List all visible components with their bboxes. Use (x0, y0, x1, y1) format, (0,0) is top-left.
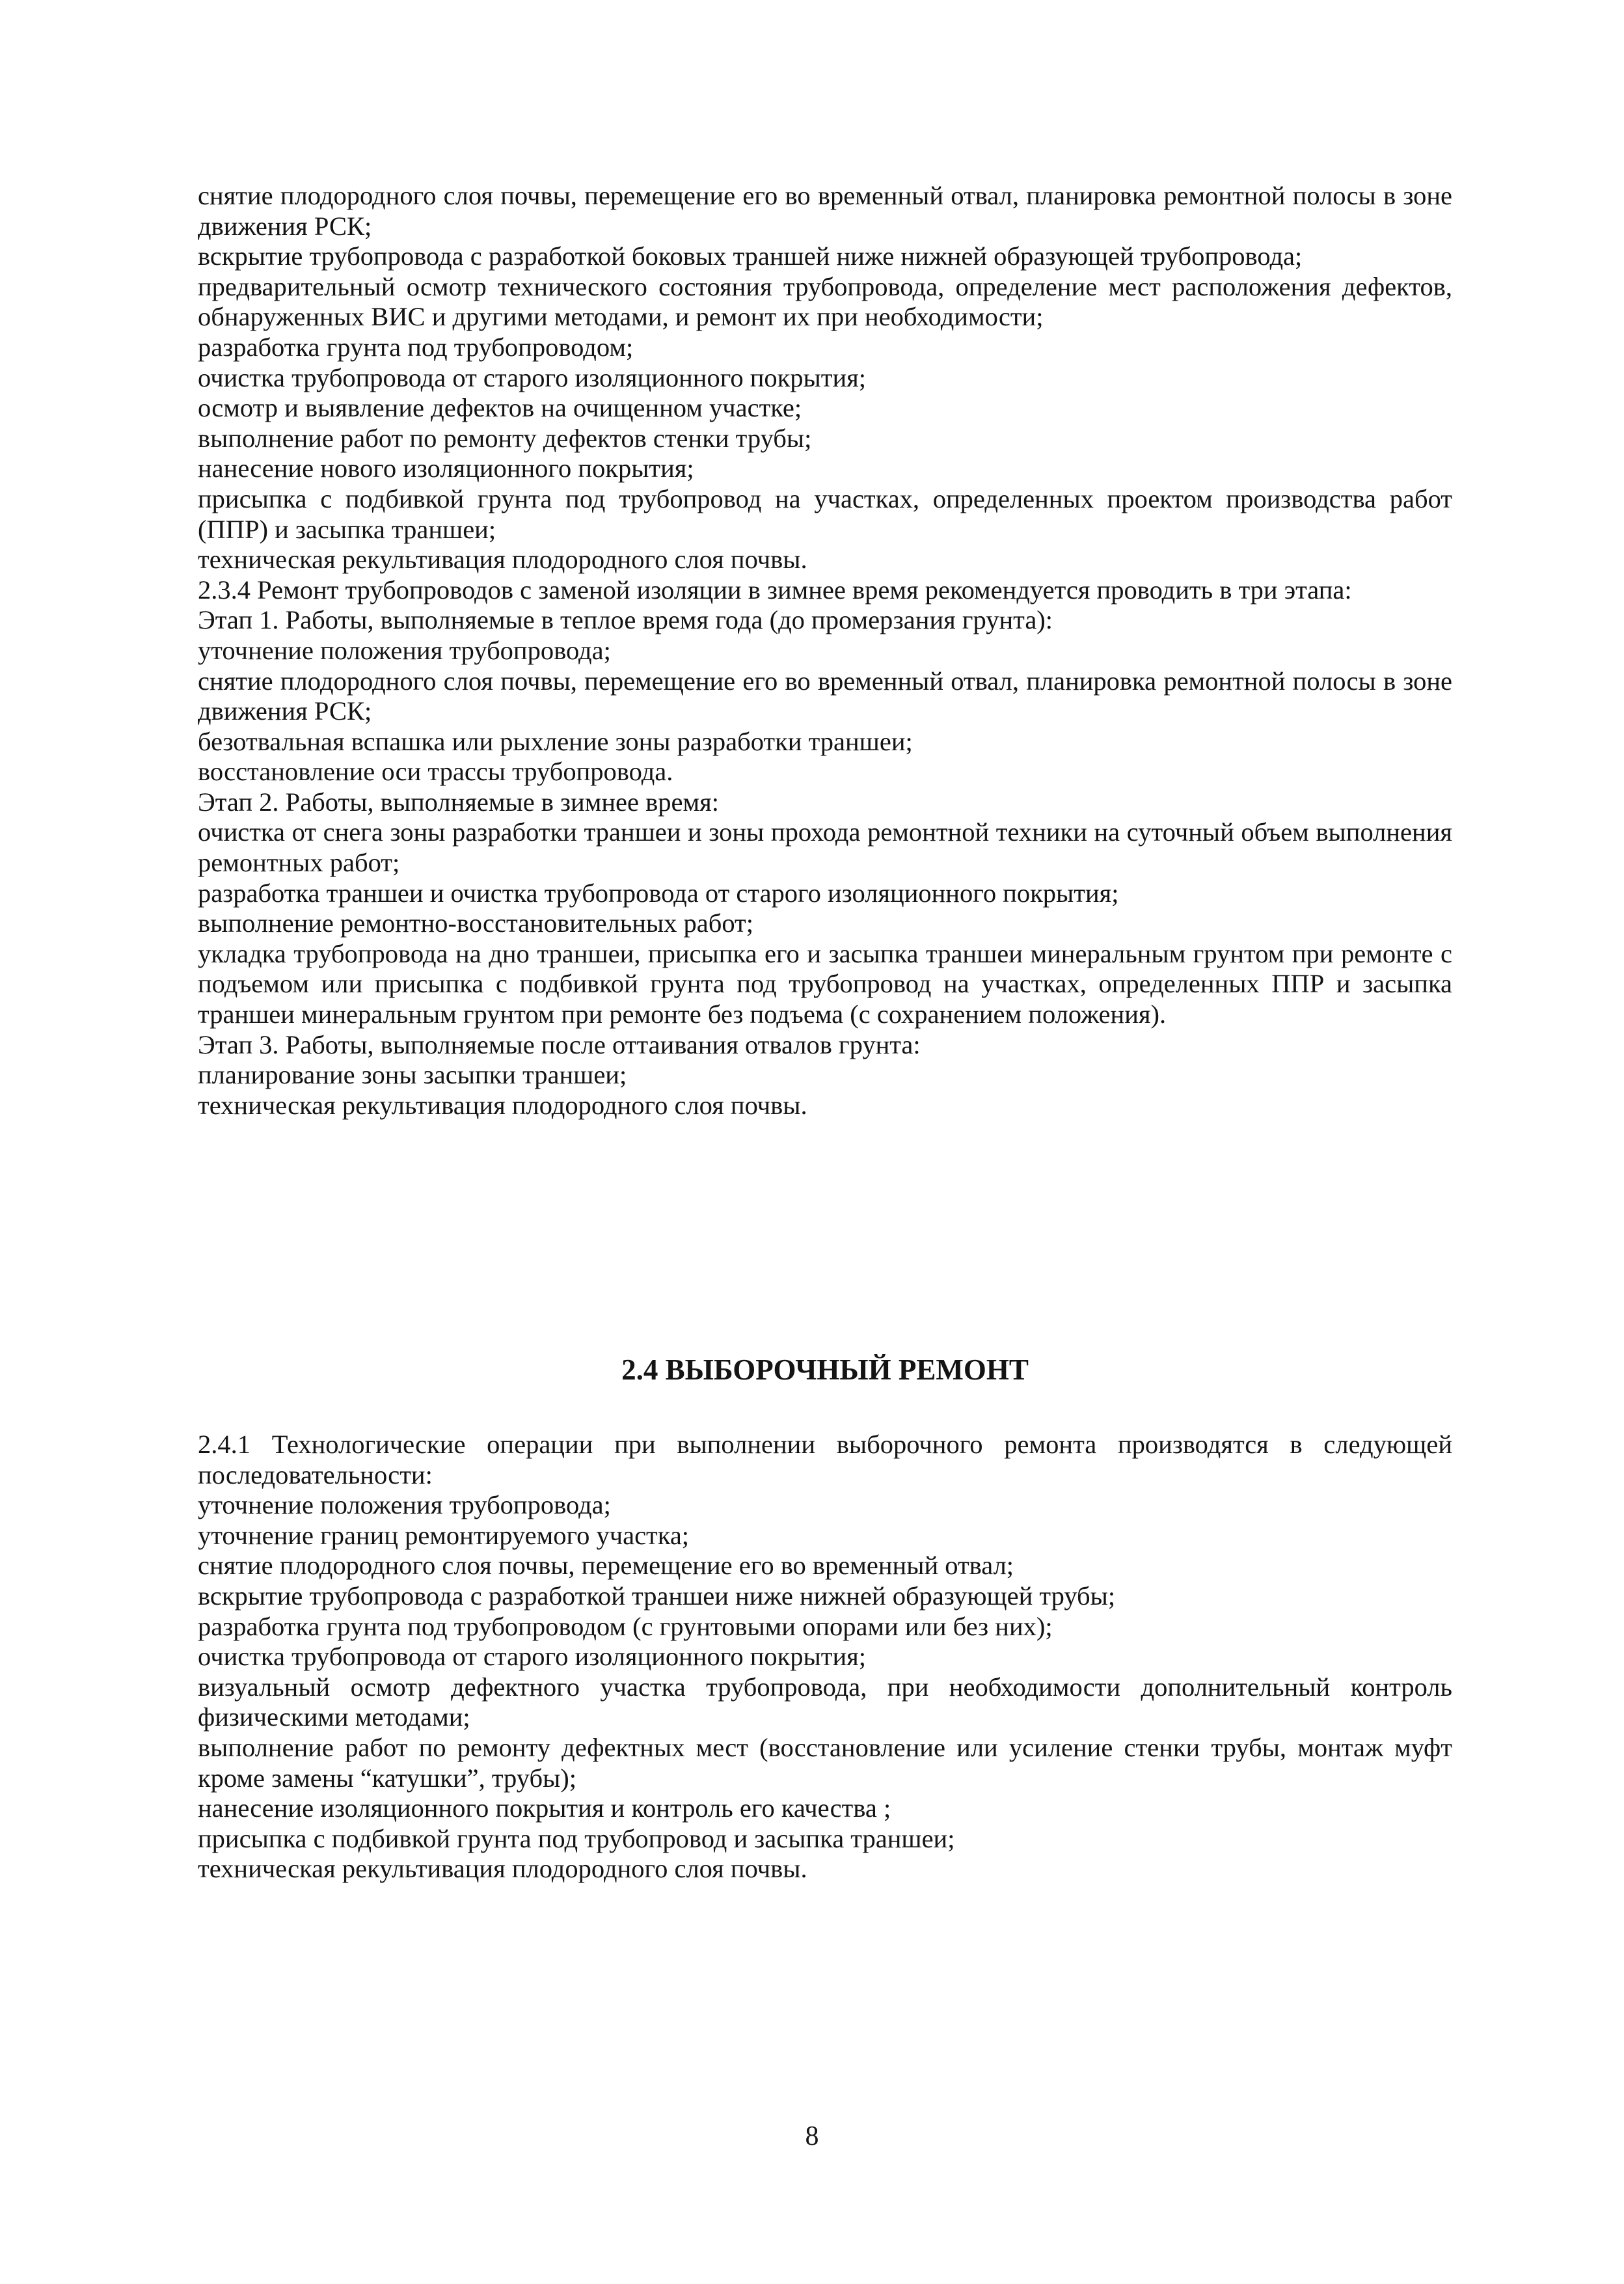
paragraph: снятие плодородного слоя почвы, перемещение его во временный отвал, планировка ремонтной полосы в зоне движения РСК; (198, 666, 1452, 726)
paragraph: выполнение работ по ремонту дефектов стенки трубы; (198, 423, 812, 453)
paragraph: присыпка с подбивкой грунта под трубопровод на участках, определенных проектом производства работ (ППР) и засыпка траншеи; (198, 483, 1452, 544)
paragraph: вскрытие трубопровода с разработкой траншеи ниже нижней образующей трубы; (198, 1581, 1116, 1611)
paragraph: очистка трубопровода от старого изоляционного покрытия; (198, 1642, 867, 1672)
clause-2-3-4: 2.3.4 Ремонт трубопроводов с заменой изоляции в зимнее время рекомендуется проводить в три этапа: (198, 575, 1352, 605)
paragraph: снятие плодородного слоя почвы, перемещение его во временный отвал, планировка ремонтной полосы в зоне движения РСК; (198, 181, 1452, 241)
top-text-block (198, 181, 1452, 1121)
section-text-block (198, 1430, 1452, 1884)
section-heading: 2.4 ВЫБОРОЧНЫЙ РЕМОНТ (621, 1353, 1029, 1386)
paragraph: визуальный осмотр дефектного участка трубопровода, при необходимости дополнительный контроль физическими методами; (198, 1672, 1452, 1732)
paragraph: планирование зоны засыпки траншеи; (198, 1060, 627, 1090)
paragraph: нанесение нового изоляционного покрытия; (198, 454, 694, 483)
paragraph: техническая рекультивация плодородного слоя почвы. (198, 545, 807, 575)
stage-2-title: Этап 2. Работы, выполняемые в зимнее время: (198, 787, 719, 817)
paragraph: выполнение ремонтно-восстановительных работ; (198, 908, 753, 938)
stage-1-title: Этап 1. Работы, выполняемые в теплое время года (до промерзания грунта): (198, 605, 1053, 635)
page-number: 8 (805, 2121, 819, 2151)
paragraph: предварительный осмотр технического состояния трубопровода, определение мест расположения дефектов, обнаруженных ВИС и другими методами, и ремонт их при необходимости; (198, 271, 1452, 332)
paragraph: уточнение границ ремонтируемого участка; (198, 1520, 690, 1550)
paragraph: выполнение работ по ремонту дефектных мест (восстановление или усиление стенки трубы, монтаж муфт кроме замены “катушки”, трубы); (198, 1732, 1452, 1793)
paragraph: очистка трубопровода от старого изоляционного покрытия; (198, 362, 867, 392)
paragraph: разработка грунта под трубопроводом (с грунтовыми опорами или без них); (198, 1611, 1053, 1641)
paragraph: нанесение изоляционного покрытия и контроль его качества ; (198, 1793, 891, 1823)
paragraph: очистка от снега зоны разработки траншеи и зоны прохода ремонтной техники на суточный объем выполнения ремонтных работ; (198, 817, 1452, 878)
paragraph: восстановление оси трассы трубопровода. (198, 757, 673, 787)
paragraph: уточнение положения трубопровода; (198, 1490, 611, 1520)
paragraph: разработка траншеи и очистка трубопровода от старого изоляционного покрытия; (198, 878, 1119, 908)
paragraph: техническая рекультивация плодородного слоя почвы. (198, 1090, 807, 1120)
paragraph: техническая рекультивация плодородного слоя почвы. (198, 1854, 807, 1884)
paragraph: присыпка с подбивкой грунта под трубопровод и засыпка траншеи; (198, 1823, 955, 1853)
paragraph: безотвальная вспашка или рыхление зоны разработки траншеи; (198, 726, 913, 756)
stage-3-title: Этап 3. Работы, выполняемые после оттаивания отвалов грунта: (198, 1029, 921, 1059)
paragraph: снятие плодородного слоя почвы, перемещение его во временный отвал; (198, 1551, 1014, 1581)
paragraph: осмотр и выявление дефектов на очищенном участке; (198, 393, 802, 423)
paragraph: разработка грунта под трубопроводом; (198, 332, 634, 362)
paragraph: укладка трубопровода на дно траншеи, присыпка его и засыпка траншеи минеральным грунтом при ремонте с подъемом или присыпка с подбивкой грунта под трубопровод на участках, определенных ППР и засыпка траншеи минеральным грунтом при ремонте без подъема (с сохранением положения). (198, 938, 1452, 1029)
clause-2-4-1: 2.4.1 Технологические операции при выполнении выборочного ремонта производятся в следующей последовательности: (198, 1430, 1452, 1489)
paragraph: вскрытие трубопровода с разработкой боковых траншей ниже нижней образующей трубопровода; (198, 241, 1303, 271)
paragraph: уточнение положения трубопровода; (198, 635, 611, 665)
